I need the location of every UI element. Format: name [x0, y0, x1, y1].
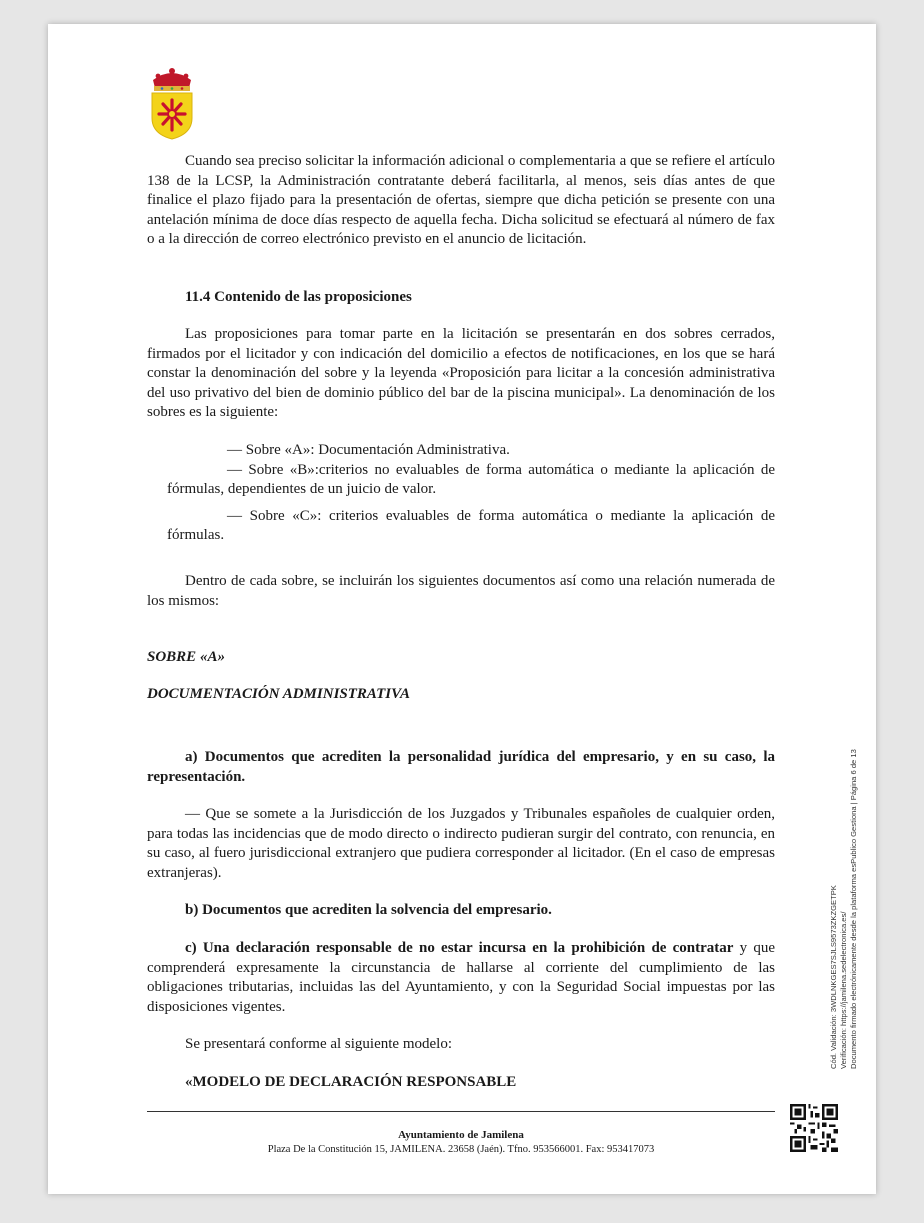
footer-address: Plaza De la Constitución 15, JAMILENA. 23658 (Jaén). Tfno. 953566001. Fax: 953417073	[267, 1144, 655, 1155]
validation-code: Cód. Validación: 3WDLNKGES7SJLS9573ZKZGETPK	[829, 885, 838, 1069]
paragraph-info-adicional: Cuando sea preciso solicitar la información adicional o complementaria a que se refiere el artículo 138 de la LCSP, la Administración contratante deberá facilitarla, al menos, seis días antes de que finalice el plazo fijado para la presentación de ofertas, siempre que dicha petición se presente con una antelación mínima de doce días respecto de aquella fecha. Dicha solicitud se efectuará al número de fax o a la dirección de correo electrónico previsto en el anuncio de licitación.	[147, 153, 775, 247]
paragraph-proposiciones: Las proposiciones para tomar parte en la licitación se presentarán en dos sobres cerrados, firmados por el licitador y con indicación del domicilio a efectos de notificaciones, en los que se hará constar la denominación del sobre y la leyenda «Proposición para licitar a la concesión administrativa del uso privativo del bien de dominio público del bar de la piscina municipal». La denominación de los sobres es la siguiente:	[147, 326, 775, 420]
footer-entity: Ayuntamiento de Jamilena	[398, 1129, 524, 1141]
list-sobres	[147, 441, 775, 546]
section-heading-11-4: 11.4 Contenido de las proposiciones	[185, 289, 412, 305]
footer-divider	[147, 1111, 775, 1112]
signature-note: Documento firmado electrónicamente desde la plataforma esPublico Gestiona | Página 6 de 13	[849, 749, 858, 1069]
item-c-heading: c) Una declaración responsable de no estar incursa en la prohibición de contratar	[185, 940, 734, 956]
sobre-a-item: — Sobre «A»: Documentación Administrativa.	[227, 442, 510, 458]
modelo-declaracion-title: «MODELO DE DECLARACIÓN RESPONSABLE	[185, 1074, 517, 1090]
item-a-jurisdiccion: — Que se somete a la Jurisdicción de los Juzgados y Tribunales españoles de cualquier orden, para todas las incidencias que de modo directo o indirecto pudieran surgir del contrato, con renuncia, en su caso, al fuero jurisdiccional extranjero que pudiera corresponder al licitador. (En el caso de empresas extranjeras).	[147, 806, 775, 881]
item-c-paragraph	[147, 939, 775, 1017]
item-c-text: y que comprenderá expresamente la circunstancia de hallarse al corriente del cumplimiento de las obligaciones tributarias, incluidas las del Ayuntamiento, y con la Seguridad Social impuestas por las disposiciones vigentes.	[147, 940, 775, 1015]
paragraph-documentos: Dentro de cada sobre, se incluirán los siguientes documentos así como una relación numerada de los mismos:	[147, 573, 775, 609]
sobre-c-item: — Sobre «C»: criterios evaluables de forma automática o mediante la aplicación de fórmulas.	[167, 507, 775, 543]
verification-url: Verificación: https://jamilena.sedelectronica.es/	[839, 911, 848, 1069]
item-a-heading: a) Documentos que acrediten la personalidad jurídica del empresario, y en su caso, la representación.	[147, 749, 775, 785]
coat-of-arms-logo	[148, 66, 196, 140]
validation-side-text	[829, 729, 859, 1069]
paragraph-modelo: Se presentará conforme al siguiente modelo:	[185, 1036, 452, 1052]
documentacion-administrativa-title: DOCUMENTACIÓN ADMINISTRATIVA	[147, 686, 410, 702]
qr-code-icon	[790, 1104, 838, 1152]
document-page	[48, 24, 876, 1194]
item-b-heading: b) Documentos que acrediten la solvencia del empresario.	[185, 902, 552, 918]
sobre-a-title: SOBRE «A»	[147, 649, 225, 665]
sobre-b-item: — Sobre «B»:criterios no evaluables de forma automática o mediante la aplicación de fórmulas, dependientes de un juicio de valor.	[167, 461, 775, 497]
